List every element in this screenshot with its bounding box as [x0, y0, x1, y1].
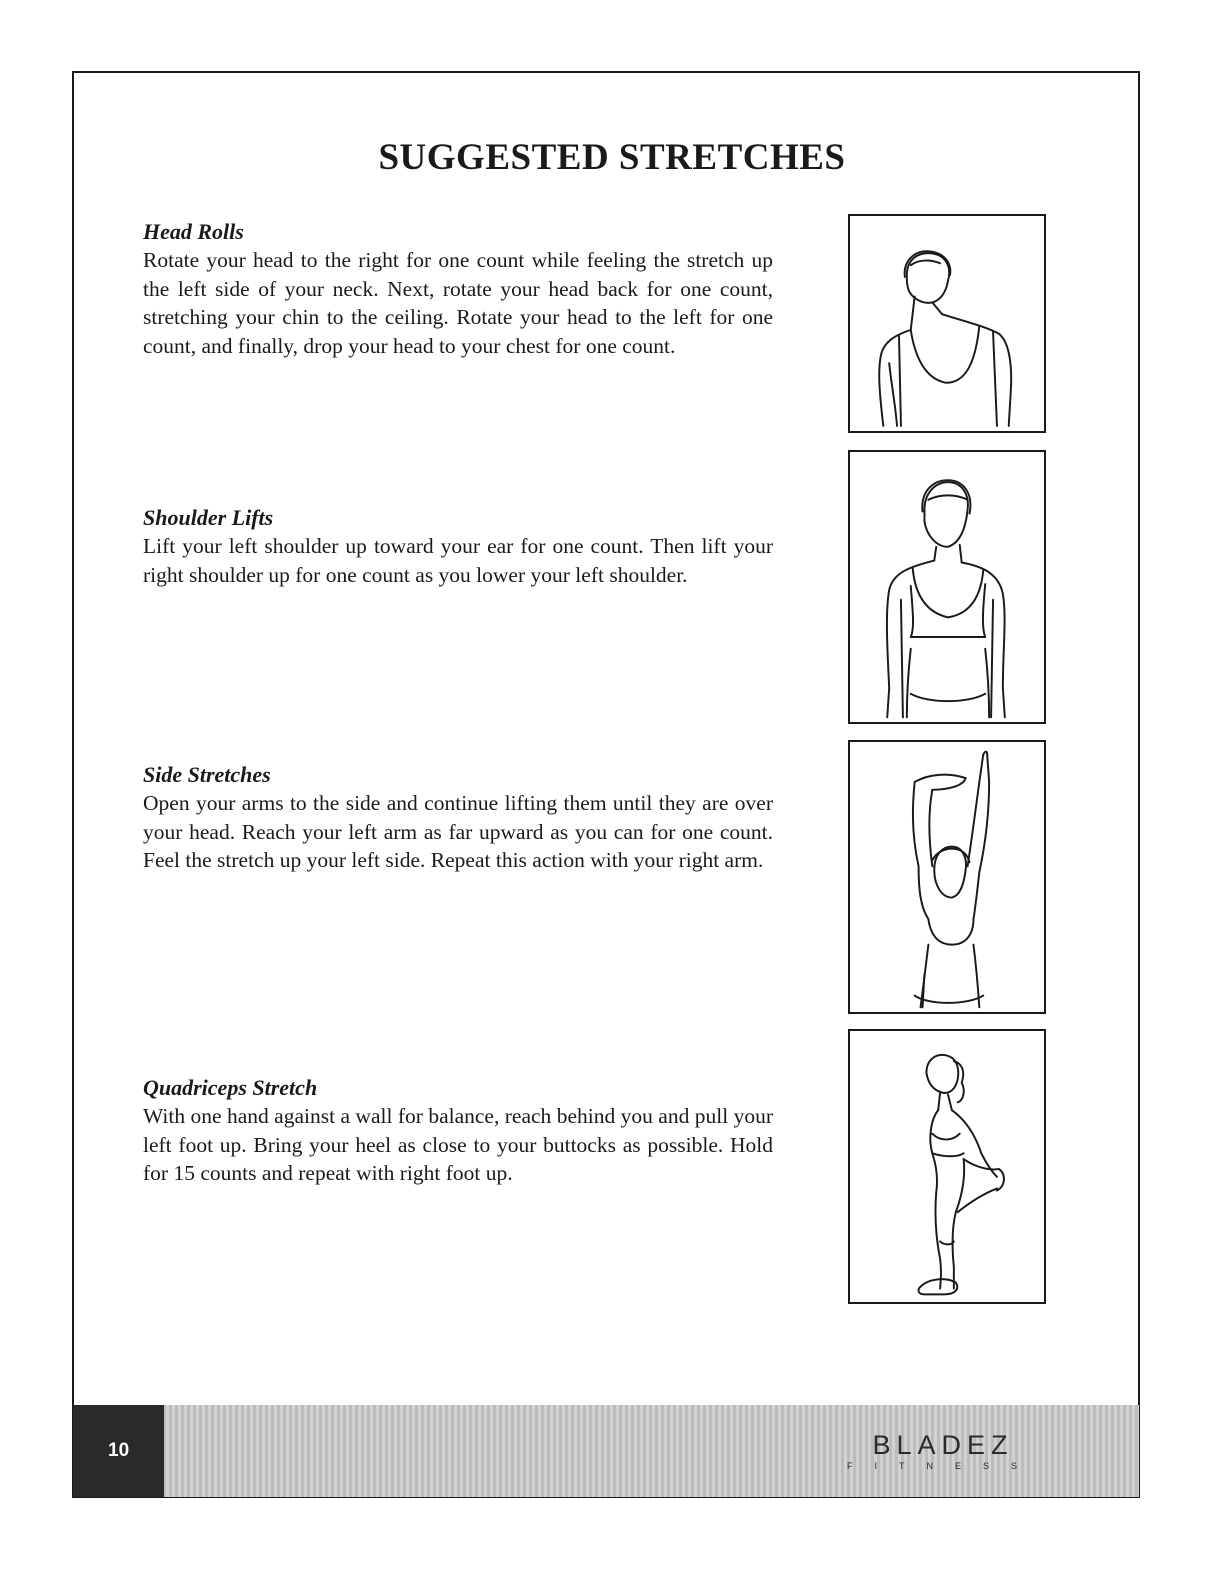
head-rolls-illustration — [848, 214, 1046, 433]
quadriceps-stretch-illustration — [848, 1029, 1046, 1304]
page-number: 10 — [108, 1440, 130, 1461]
logo-word: BLADEZ — [872, 1430, 1014, 1460]
section-shoulder-lifts — [143, 504, 773, 589]
section-body: Rotate your head to the right for one count while feeling the stretch up the left side of your neck. Next, rotate your head back for one count, stretching your chin to the ceiling. Rotate your head to the left for one count, and finally, drop your head to your chest for one count. — [143, 248, 773, 358]
section-quadriceps-stretch — [143, 1074, 773, 1188]
head-tilted-figure — [879, 251, 1011, 426]
section-body: With one hand against a wall for balance, reach behind you and pull your left foot up. Bring your heel as close to your buttocks as possible. Hold for 15 counts and repeat with right foot up. — [143, 1104, 773, 1185]
front-standing-figure — [887, 480, 1005, 717]
section-heading: Side Stretches — [143, 762, 271, 787]
section-heading: Shoulder Lifts — [143, 505, 274, 530]
shoulder-lifts-illustration — [848, 450, 1046, 724]
side-stretches-illustration — [848, 740, 1046, 1014]
section-heading: Quadriceps Stretch — [143, 1075, 318, 1100]
section-body: Open your arms to the side and continue lifting them until they are over your head. Reach your left arm as far upward as you can for one count. Feel the stretch up your left side. Repeat this action with your right arm. — [143, 791, 773, 872]
arms-raised-figure — [913, 752, 989, 1008]
section-side-stretches — [143, 761, 773, 875]
bladez-logo — [838, 1430, 1048, 1475]
section-body: Lift your left shoulder up toward your ear for one count. Then lift your right shoulder up for one count as you lower your left shoulder. — [143, 534, 773, 587]
side-standing-figure — [919, 1055, 1004, 1294]
section-heading: Head Rolls — [143, 219, 244, 244]
page-title: SUGGESTED STRETCHES — [378, 137, 846, 178]
section-head-rolls — [143, 218, 773, 360]
logo-subtitle: FITNESS — [846, 1461, 1039, 1471]
